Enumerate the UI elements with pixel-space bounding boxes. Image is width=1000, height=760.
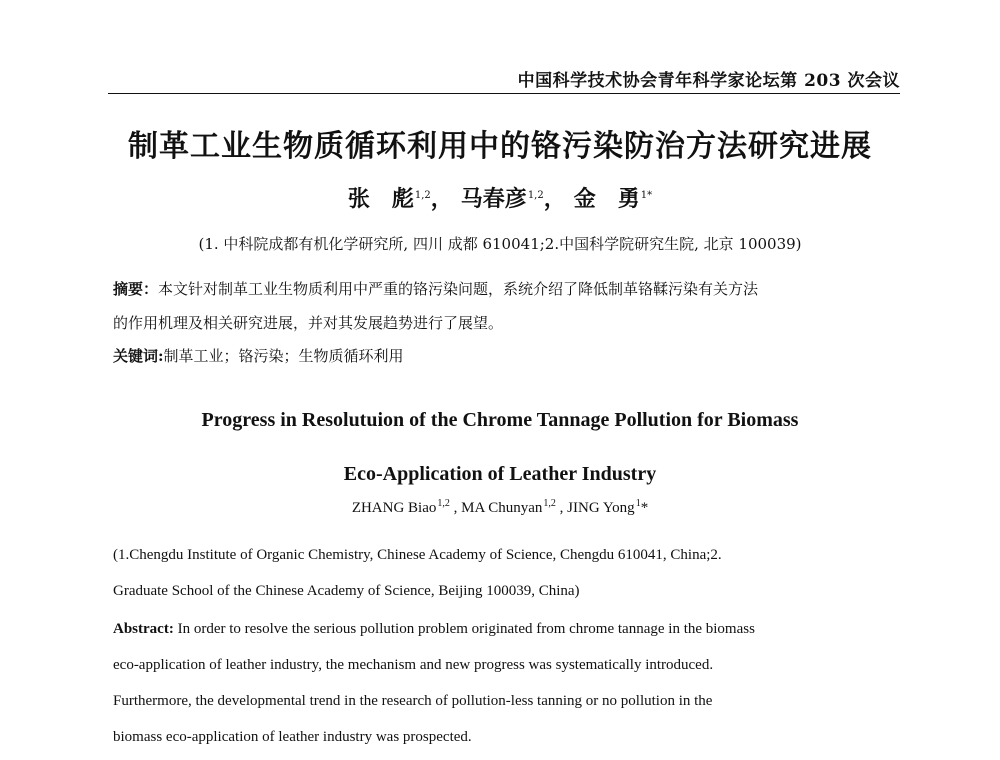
chinese-abstract-line (113, 272, 903, 306)
english-author-name: ZHANG Biao (351, 500, 437, 516)
english-author-affil: 1,2 (437, 498, 450, 509)
english-affiliation-line: (1.Chengdu Institute of Organic Chemistry, Chinese Academy of Science, Chengdu 610041, China;2. (113, 547, 722, 563)
chinese-keywords (113, 345, 903, 366)
english-abstract-line: biomass eco-application of leather industry was prospected. (113, 729, 472, 745)
author-separator: ， (430, 186, 453, 212)
author-separator: , (555, 500, 568, 516)
english-author-name: MA Chunyan (461, 500, 543, 516)
english-authors (0, 498, 1000, 517)
english-author-affil: 1,2 (543, 498, 556, 509)
chinese-keywords-label: 关键词: (113, 347, 164, 365)
chinese-author-name: 马春彦 (460, 186, 527, 212)
english-title-line: Eco-Application of Leather Industry (343, 463, 657, 485)
chinese-authors (0, 182, 1000, 213)
english-title (0, 393, 1000, 501)
chinese-abstract-text: 本文针对制革工业生物质利用中严重的铬污染问题，系统介绍了降低制革铬鞣污染有关方法 (158, 280, 759, 298)
chinese-affiliation: (1. 中科院成都有机化学研究所, 四川 成都 610041;2.中国科学院研究生院, 北京 100039) (198, 235, 802, 253)
english-abstract-text: In order to resolve the serious pollution problem originated from chrome tannage in the biomass (173, 621, 755, 637)
english-abstract (113, 611, 903, 755)
chinese-abstract-line: 的作用机理及相关研究进展，并对其发展趋势进行了展望。 (113, 314, 504, 332)
chinese-abstract (113, 272, 903, 340)
english-abstract-line: eco-application of leather industry, the mechanism and new progress was systematically introduced. (113, 657, 714, 673)
chinese-author-affil: 1,2 (414, 189, 431, 201)
chinese-keywords-text: 制革工业；铬污染；生物质循环利用 (163, 347, 404, 365)
chinese-author-affil: 1,2 (527, 189, 544, 201)
english-abstract-line: Furthermore, the developmental trend in the research of pollution-less tanning or no pollution in the (113, 693, 713, 709)
corresponding-mark: * (640, 500, 649, 516)
english-abstract-label: Abstract: (113, 621, 174, 637)
english-abstract-line (113, 611, 903, 647)
english-affiliation (113, 537, 903, 609)
chinese-author-name: 金 勇 (573, 186, 640, 212)
chinese-abstract-label: 摘要： (113, 280, 159, 298)
header-rule (108, 93, 900, 94)
english-author-name: JING Yong (567, 500, 635, 516)
chinese-author-affil: 1* (640, 189, 653, 201)
english-author-affil: 1 (635, 498, 641, 509)
english-affiliation-line: Graduate School of the Chinese Academy of Science, Beijing 100039, China) (113, 583, 580, 599)
author-separator: , (449, 500, 462, 516)
conference-header: 中国科学技术协会青年科学家论坛第 203 次会议 (517, 71, 900, 91)
author-separator: ， (543, 186, 566, 212)
chinese-author-name: 张 彪 (347, 186, 414, 212)
english-title-line: Progress in Resolutuion of the Chrome Tannage Pollution for Biomass (201, 409, 799, 431)
chinese-title: 制革工业生物质循环利用中的铬污染防治方法研究进展 (128, 129, 872, 164)
